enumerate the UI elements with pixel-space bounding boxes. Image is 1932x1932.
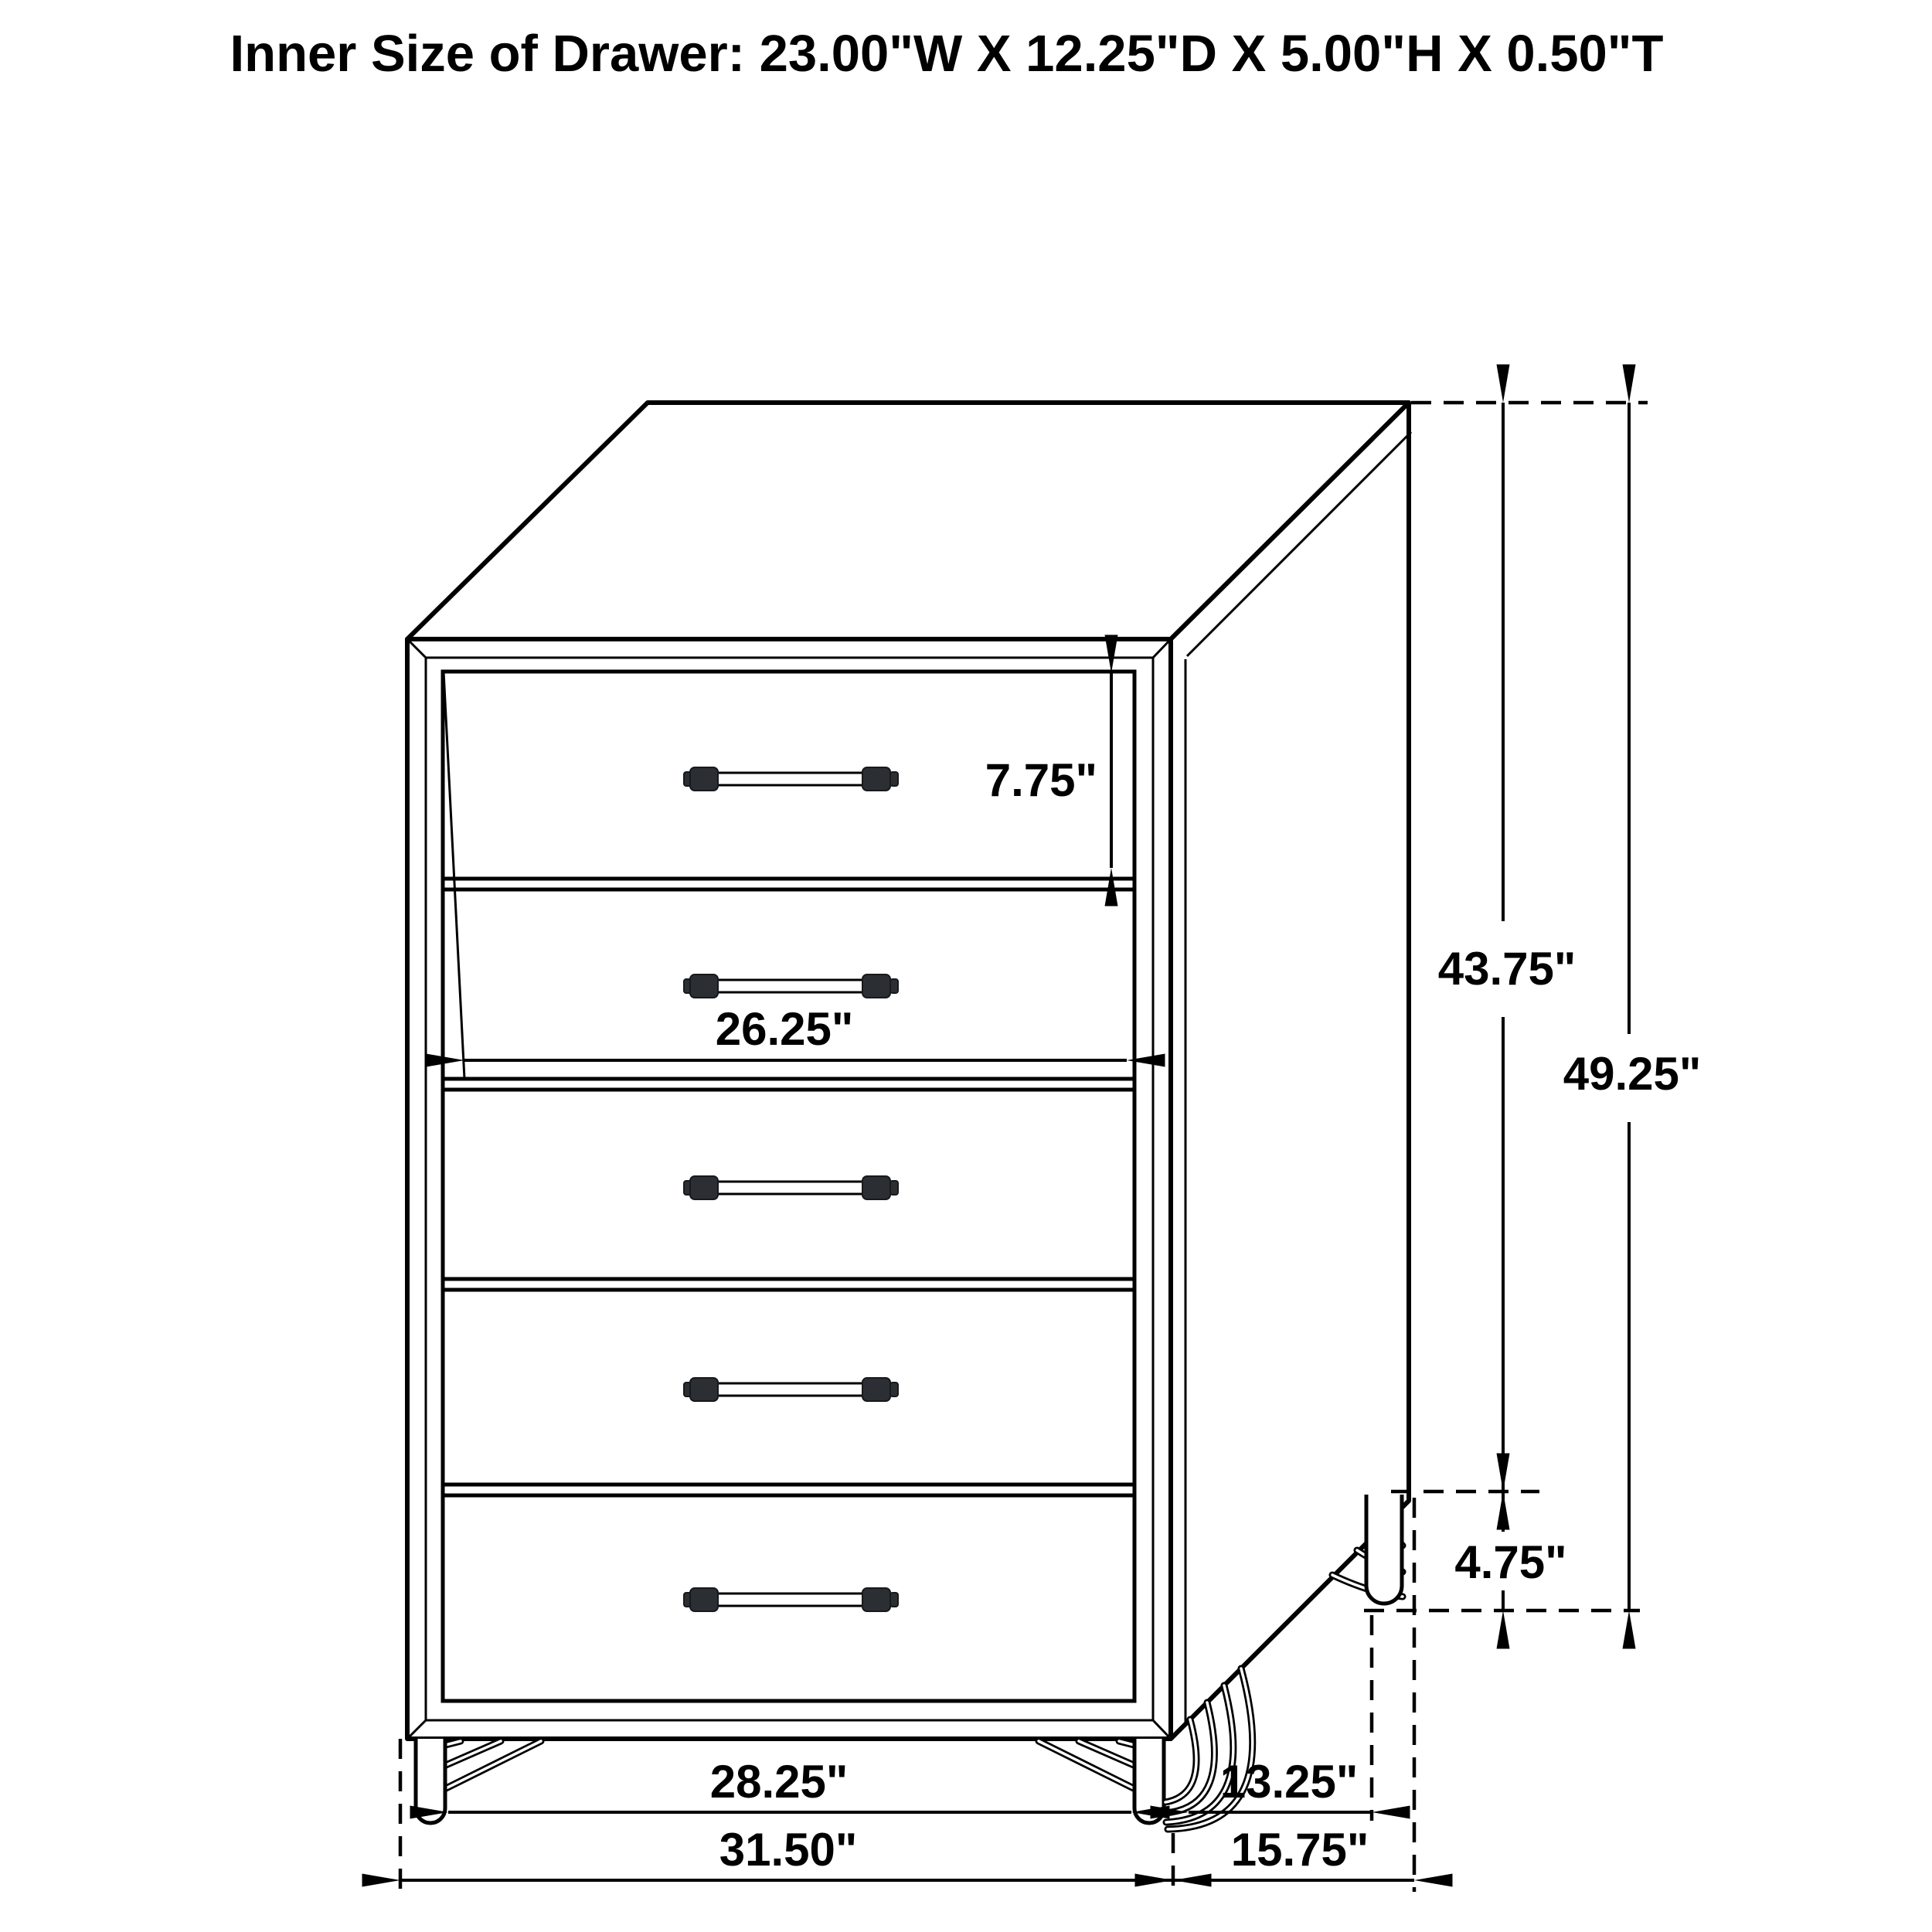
pull-left-cap — [690, 975, 718, 998]
pull-right-nub — [890, 772, 898, 786]
dim-front-leg-span — [448, 1756, 1131, 1812]
back-right-leg — [1366, 1495, 1402, 1604]
pull-right-cap — [862, 1176, 890, 1199]
dim-leg-height — [1454, 1492, 1566, 1611]
page-title: Inner Size of Drawer: 23.00"W X 12.25"D X 5.00"H X 0.50"T — [230, 25, 1664, 83]
dim-label-side-leg-span: 13.25" — [1219, 1756, 1359, 1808]
pull-right-cap — [862, 1378, 890, 1401]
pull-right-cap — [862, 767, 890, 791]
pull-left-cap — [690, 1176, 718, 1199]
pull-right-cap — [862, 975, 890, 998]
pull-bar — [716, 1182, 864, 1194]
pull-bar — [716, 1383, 864, 1396]
dim-label-top-drawer-height: 7.75" — [985, 754, 1097, 806]
dim-total-width — [400, 1824, 1173, 1880]
pull-right-nub — [890, 1593, 898, 1607]
dim-label-inner-width: 26.25" — [715, 1003, 854, 1055]
dim-label-case-height: 43.75" — [1437, 943, 1577, 995]
dim-total-height — [1544, 403, 1720, 1611]
pull-right-nub — [890, 1181, 898, 1195]
pull-bar — [716, 1594, 864, 1606]
dim-label-total-width: 31.50" — [719, 1824, 858, 1876]
front-left-leg — [416, 1739, 445, 1823]
pull-right-nub — [890, 1383, 898, 1396]
dim-label-leg-height: 4.75" — [1454, 1536, 1567, 1588]
dim-case-height — [1419, 403, 1594, 1492]
dim-label-total-depth: 15.75" — [1230, 1824, 1369, 1876]
pull-left-cap — [690, 1378, 718, 1401]
pull-right-cap — [862, 1588, 890, 1611]
dim-label-total-height: 49.25" — [1563, 1048, 1702, 1100]
pull-right-nub — [890, 979, 898, 993]
pull-left-cap — [690, 767, 718, 791]
dim-total-depth — [1173, 1824, 1414, 1880]
cabinet — [407, 403, 1411, 1739]
pull-left-cap — [690, 1588, 718, 1611]
pull-bar — [716, 980, 864, 992]
front-right-leg — [1134, 1739, 1164, 1823]
pull-bar — [716, 773, 864, 785]
dim-label-front-leg-span: 28.25" — [709, 1756, 849, 1808]
